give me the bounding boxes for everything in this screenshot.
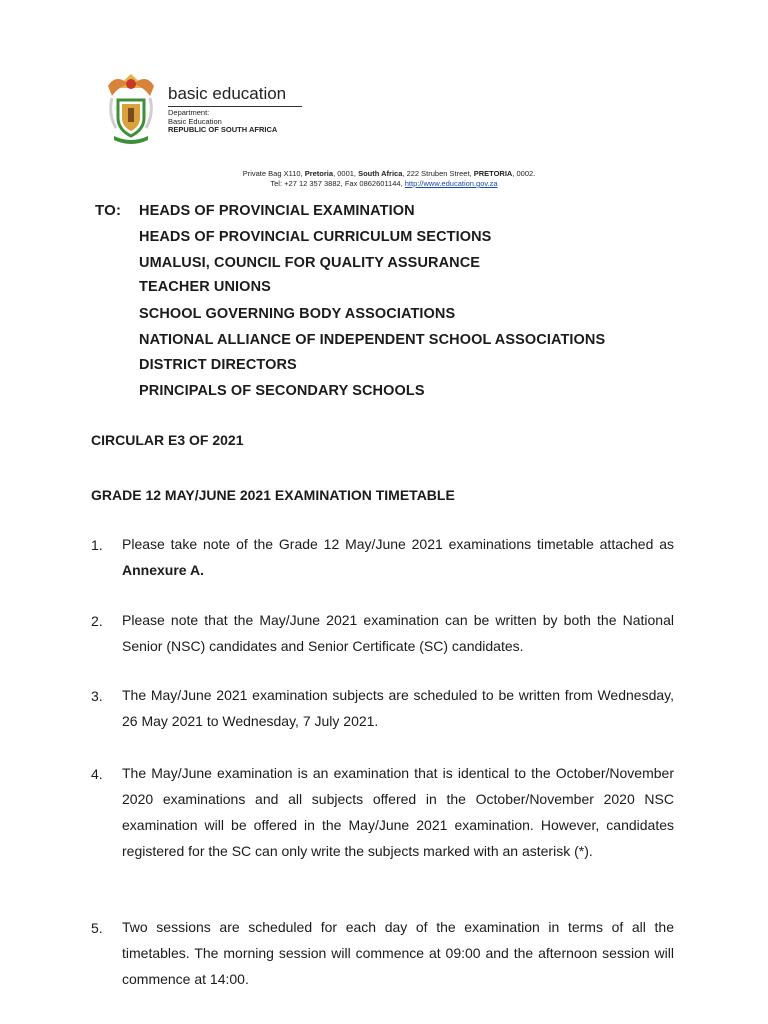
paragraph-2: Please note that the May/June 2021 examination can be written by both the National Senior (NSC) candidates and Senior Certificate (SC) candidates. bbox=[122, 612, 674, 654]
address-country: South Africa bbox=[358, 169, 403, 178]
document-subject: GRADE 12 MAY/JUNE 2021 EXAMINATION TIMETABLE bbox=[91, 487, 455, 503]
country-name: REPUBLIC OF SOUTH AFRICA bbox=[168, 125, 278, 134]
dept-label: Department: bbox=[168, 108, 210, 117]
coat-of-arms-icon bbox=[104, 70, 158, 144]
recipient-line: UMALUSI, COUNCIL FOR QUALITY ASSURANCE bbox=[139, 255, 481, 271]
paragraph-number: 1. bbox=[91, 537, 103, 553]
postal-address bbox=[0, 169, 768, 179]
paragraph-number: 4. bbox=[91, 766, 103, 782]
paragraph-number: 3. bbox=[91, 688, 103, 704]
annexure-reference: Annexure A. bbox=[122, 562, 204, 578]
contact-line bbox=[0, 179, 768, 189]
phone-fax: Tel: +27 12 357 3882, Fax 0862601144, bbox=[270, 179, 405, 188]
recipient-line: TEACHER UNIONS bbox=[139, 279, 271, 295]
to-label: TO: bbox=[95, 202, 122, 219]
dept-name: Basic Education bbox=[168, 116, 222, 126]
paragraph-text: Please take note of the Grade 12 May/June 2021 examinations timetable attached as bbox=[122, 536, 674, 552]
website-link[interactable]: http://www.education.gov.za bbox=[404, 179, 498, 188]
paragraph-5: Two sessions are scheduled for each day of the examination in terms of all the timetables. The morning session will commence at 09:00 and the afternoon session will commence at 14:00. bbox=[122, 919, 674, 987]
recipient-line: DISTRICT DIRECTORS bbox=[139, 357, 297, 373]
department-brand bbox=[168, 84, 302, 135]
circular-number: CIRCULAR E3 OF 2021 bbox=[91, 432, 244, 448]
address-part: , 0001, bbox=[333, 169, 359, 178]
paragraph-number: 2. bbox=[91, 613, 103, 629]
address-part: , 222 Struben Street, bbox=[402, 169, 474, 178]
address-city: Pretoria bbox=[304, 169, 334, 178]
address-part: , 0002. bbox=[512, 169, 536, 178]
paragraph-4: The May/June examination is an examination that is identical to the October/November 2020 examinations and all subjects offered in the October/November 2020 NSC examination will be offered in the May/June 2021 examination. However, candidates registered for the SC can only write the subjects marked with an asterisk (*). bbox=[122, 765, 674, 859]
brand-name: basic education bbox=[168, 84, 302, 107]
recipient-line: HEADS OF PROVINCIAL CURRICULUM SECTIONS bbox=[139, 229, 492, 245]
recipient-line: PRINCIPALS OF SECONDARY SCHOOLS bbox=[139, 383, 425, 399]
paragraph-number: 5. bbox=[91, 920, 103, 936]
paragraph-1 bbox=[122, 531, 674, 583]
recipient-line: HEADS OF PROVINCIAL EXAMINATION bbox=[139, 203, 415, 219]
recipient-line: NATIONAL ALLIANCE OF INDEPENDENT SCHOOL ASSOCIATIONS bbox=[139, 332, 606, 348]
address-part: Private Bag X110, bbox=[242, 169, 305, 178]
address-city2: PRETORIA bbox=[473, 169, 513, 178]
recipient-line: SCHOOL GOVERNING BODY ASSOCIATIONS bbox=[139, 306, 456, 322]
paragraph-3: The May/June 2021 examination subjects are scheduled to be written from Wednesday, 26 May 2021 to Wednesday, 7 July 2021. bbox=[122, 687, 674, 729]
